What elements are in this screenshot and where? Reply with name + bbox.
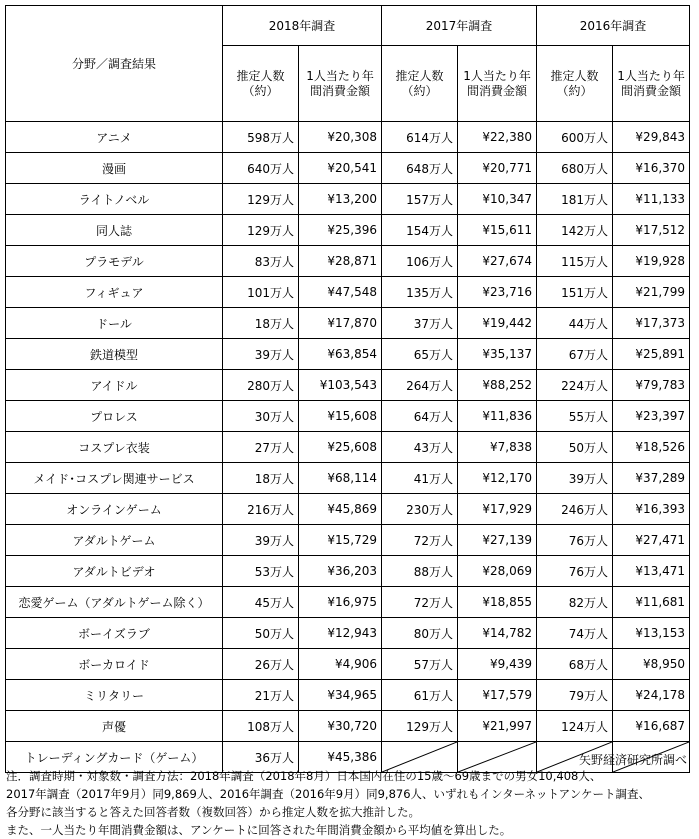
table-row bbox=[6, 184, 690, 215]
col-header-people: 推定人数（約） bbox=[382, 46, 458, 122]
people-2018: 53万人 bbox=[223, 556, 299, 587]
field-name: プラモデル bbox=[6, 246, 223, 277]
people-2018: 598万人 bbox=[223, 122, 299, 153]
people-2018: 108万人 bbox=[223, 711, 299, 742]
field-name: オンラインゲーム bbox=[6, 494, 223, 525]
field-name: アイドル bbox=[6, 370, 223, 401]
people-2016: 151万人 bbox=[537, 277, 613, 308]
people-2017: 72万人 bbox=[382, 587, 458, 618]
field-name: ドール bbox=[6, 308, 223, 339]
table-row bbox=[6, 649, 690, 680]
spend-2017: ¥10,347 bbox=[458, 184, 537, 215]
table-row bbox=[6, 463, 690, 494]
spend-2018: ¥15,729 bbox=[299, 525, 382, 556]
people-2017: 614万人 bbox=[382, 122, 458, 153]
spend-2018: ¥25,396 bbox=[299, 215, 382, 246]
table-row bbox=[6, 153, 690, 184]
note-line: 各分野に該当すると答えた回答者数（複数回答）から推定人数を拡大推計した。 bbox=[6, 805, 420, 819]
spend-2016: ¥13,153 bbox=[613, 618, 690, 649]
spend-2018: ¥12,943 bbox=[299, 618, 382, 649]
spend-2016: ¥21,799 bbox=[613, 277, 690, 308]
col-header-spend: 1人当たり年間消費金額 bbox=[613, 46, 690, 122]
field-name: アダルトゲーム bbox=[6, 525, 223, 556]
note-line: 注．調査時期・対象数・調査方法：2018年調査（2018年8月）日本国内在住の15歳～69歳までの男女10,408人、 bbox=[6, 769, 602, 783]
spend-2016: ¥18,526 bbox=[613, 432, 690, 463]
table-row bbox=[6, 122, 690, 153]
people-2016: 115万人 bbox=[537, 246, 613, 277]
table-row bbox=[6, 494, 690, 525]
year-header-2018: 2018年調査 bbox=[223, 6, 382, 46]
spend-2017: ¥14,782 bbox=[458, 618, 537, 649]
spend-2018: ¥45,869 bbox=[299, 494, 382, 525]
col-header-spend: 1人当たり年間消費金額 bbox=[458, 46, 537, 122]
people-2017: 230万人 bbox=[382, 494, 458, 525]
people-2016: 74万人 bbox=[537, 618, 613, 649]
people-2017: 65万人 bbox=[382, 339, 458, 370]
people-2016: 67万人 bbox=[537, 339, 613, 370]
spend-2017: ¥23,716 bbox=[458, 277, 537, 308]
spend-2017: ¥17,929 bbox=[458, 494, 537, 525]
people-2016: 68万人 bbox=[537, 649, 613, 680]
people-2018: 280万人 bbox=[223, 370, 299, 401]
people-2016: 76万人 bbox=[537, 525, 613, 556]
spend-2016: ¥8,950 bbox=[613, 649, 690, 680]
spend-2016: ¥27,471 bbox=[613, 525, 690, 556]
spend-2016: ¥11,133 bbox=[613, 184, 690, 215]
spend-2017: ¥9,439 bbox=[458, 649, 537, 680]
table-row bbox=[6, 370, 690, 401]
field-name: ボーカロイド bbox=[6, 649, 223, 680]
spend-2018: ¥17,870 bbox=[299, 308, 382, 339]
spend-2016: ¥17,373 bbox=[613, 308, 690, 339]
people-2018: 18万人 bbox=[223, 308, 299, 339]
note-line: 2017年調査（2017年9月）同9,869人、2016年調査（2016年9月）同9,876人、いずれもインターネットアンケート調査、 bbox=[6, 787, 650, 801]
field-name: ボーイズラブ bbox=[6, 618, 223, 649]
table-row bbox=[6, 587, 690, 618]
spend-2017: ¥20,771 bbox=[458, 153, 537, 184]
people-2017: 154万人 bbox=[382, 215, 458, 246]
people-2016: 124万人 bbox=[537, 711, 613, 742]
people-2017: 80万人 bbox=[382, 618, 458, 649]
spend-2018: ¥28,871 bbox=[299, 246, 382, 277]
field-name: コスプレ衣装 bbox=[6, 432, 223, 463]
people-2017: 64万人 bbox=[382, 401, 458, 432]
spend-2018: ¥36,203 bbox=[299, 556, 382, 587]
spend-2016: ¥16,370 bbox=[613, 153, 690, 184]
spend-2016: ¥19,928 bbox=[613, 246, 690, 277]
people-2017: 135万人 bbox=[382, 277, 458, 308]
people-2016: 680万人 bbox=[537, 153, 613, 184]
spend-2016: ¥17,512 bbox=[613, 215, 690, 246]
spend-2017: ¥11,836 bbox=[458, 401, 537, 432]
people-2016: 181万人 bbox=[537, 184, 613, 215]
people-2017: 157万人 bbox=[382, 184, 458, 215]
spend-2017: ¥35,137 bbox=[458, 339, 537, 370]
people-2016: 50万人 bbox=[537, 432, 613, 463]
spend-2016: ¥79,783 bbox=[613, 370, 690, 401]
people-2018: 27万人 bbox=[223, 432, 299, 463]
people-2017: 57万人 bbox=[382, 649, 458, 680]
people-2016: 224万人 bbox=[537, 370, 613, 401]
spend-2017: ¥15,611 bbox=[458, 215, 537, 246]
people-2018: 50万人 bbox=[223, 618, 299, 649]
field-name: アニメ bbox=[6, 122, 223, 153]
spend-2016: ¥25,891 bbox=[613, 339, 690, 370]
people-2017: 129万人 bbox=[382, 711, 458, 742]
people-2018: 18万人 bbox=[223, 463, 299, 494]
people-2016: 246万人 bbox=[537, 494, 613, 525]
people-2018: 640万人 bbox=[223, 153, 299, 184]
people-2017: 43万人 bbox=[382, 432, 458, 463]
source-credit: 矢野経済研究所調べ bbox=[578, 753, 687, 767]
spend-2016: ¥13,471 bbox=[613, 556, 690, 587]
notes bbox=[6, 767, 694, 839]
col-header-people: 推定人数（約） bbox=[537, 46, 613, 122]
spend-2018: ¥68,114 bbox=[299, 463, 382, 494]
spend-2017: ¥18,855 bbox=[458, 587, 537, 618]
people-2017: 264万人 bbox=[382, 370, 458, 401]
table-row bbox=[6, 618, 690, 649]
people-2018: 101万人 bbox=[223, 277, 299, 308]
field-name: 漫画 bbox=[6, 153, 223, 184]
header-row-years bbox=[6, 6, 690, 46]
people-2018: 39万人 bbox=[223, 339, 299, 370]
people-2017: 88万人 bbox=[382, 556, 458, 587]
field-name: プロレス bbox=[6, 401, 223, 432]
table-row bbox=[6, 525, 690, 556]
spend-2017: ¥28,069 bbox=[458, 556, 537, 587]
people-2016: 82万人 bbox=[537, 587, 613, 618]
people-2016: 44万人 bbox=[537, 308, 613, 339]
people-2018: 30万人 bbox=[223, 401, 299, 432]
spend-2016: ¥16,393 bbox=[613, 494, 690, 525]
note-line: また、一人当たり年間消費金額は、アンケートに回答された年間消費金額から平均値を算出した。 bbox=[6, 823, 512, 837]
table-row bbox=[6, 308, 690, 339]
field-name: 同人誌 bbox=[6, 215, 223, 246]
spend-2018: ¥25,608 bbox=[299, 432, 382, 463]
people-2017: 648万人 bbox=[382, 153, 458, 184]
spend-2018: ¥20,308 bbox=[299, 122, 382, 153]
field-name: 鉄道模型 bbox=[6, 339, 223, 370]
people-2017: 41万人 bbox=[382, 463, 458, 494]
survey-table bbox=[5, 5, 690, 773]
spend-2018: ¥16,975 bbox=[299, 587, 382, 618]
people-2018: 216万人 bbox=[223, 494, 299, 525]
field-name: フィギュア bbox=[6, 277, 223, 308]
people-2018: 129万人 bbox=[223, 184, 299, 215]
field-name: トレーディングカード（ゲーム） bbox=[6, 742, 223, 773]
people-2018: 21万人 bbox=[223, 680, 299, 711]
people-2016: 79万人 bbox=[537, 680, 613, 711]
spend-2017: ¥27,139 bbox=[458, 525, 537, 556]
col-header-spend: 1人当たり年間消費金額 bbox=[299, 46, 382, 122]
people-2018: 39万人 bbox=[223, 525, 299, 556]
spend-2017: ¥22,380 bbox=[458, 122, 537, 153]
spend-2018: ¥20,541 bbox=[299, 153, 382, 184]
people-2017: 72万人 bbox=[382, 525, 458, 556]
table-row bbox=[6, 556, 690, 587]
people-2018: 26万人 bbox=[223, 649, 299, 680]
people-2016: 142万人 bbox=[537, 215, 613, 246]
people-2016: 55万人 bbox=[537, 401, 613, 432]
field-name: 声優 bbox=[6, 711, 223, 742]
spend-2018: ¥63,854 bbox=[299, 339, 382, 370]
table-row bbox=[6, 680, 690, 711]
spend-2018: ¥45,386 bbox=[299, 742, 382, 773]
field-name: アダルトビデオ bbox=[6, 556, 223, 587]
spend-2017: ¥27,674 bbox=[458, 246, 537, 277]
spend-2018: ¥15,608 bbox=[299, 401, 382, 432]
people-2018: 129万人 bbox=[223, 215, 299, 246]
spend-2018: ¥13,200 bbox=[299, 184, 382, 215]
table-row bbox=[6, 277, 690, 308]
spend-2018: ¥30,720 bbox=[299, 711, 382, 742]
col-header-people: 推定人数（約） bbox=[223, 46, 299, 122]
people-2017: 37万人 bbox=[382, 308, 458, 339]
year-header-2016: 2016年調査 bbox=[537, 6, 690, 46]
people-2018: 45万人 bbox=[223, 587, 299, 618]
spend-2018: ¥34,965 bbox=[299, 680, 382, 711]
spend-2016: ¥16,687 bbox=[613, 711, 690, 742]
people-2016: 76万人 bbox=[537, 556, 613, 587]
spend-2017: ¥12,170 bbox=[458, 463, 537, 494]
table-row bbox=[6, 246, 690, 277]
spend-2016: ¥23,397 bbox=[613, 401, 690, 432]
spend-2016: ¥29,843 bbox=[613, 122, 690, 153]
spend-2016: ¥24,178 bbox=[613, 680, 690, 711]
people-2018: 83万人 bbox=[223, 246, 299, 277]
table-row bbox=[6, 339, 690, 370]
field-name: ライトノベル bbox=[6, 184, 223, 215]
spend-2017: ¥21,997 bbox=[458, 711, 537, 742]
field-name: メイド･コスプレ関連サービス bbox=[6, 463, 223, 494]
spend-2016: ¥37,289 bbox=[613, 463, 690, 494]
people-2017: 61万人 bbox=[382, 680, 458, 711]
field-name: ミリタリー bbox=[6, 680, 223, 711]
table-row bbox=[6, 432, 690, 463]
table-row bbox=[6, 215, 690, 246]
spend-2017: ¥19,442 bbox=[458, 308, 537, 339]
spend-2017: ¥88,252 bbox=[458, 370, 537, 401]
year-header-2017: 2017年調査 bbox=[382, 6, 537, 46]
people-2016: 600万人 bbox=[537, 122, 613, 153]
field-name: 恋愛ゲーム（アダルトゲーム除く） bbox=[6, 587, 223, 618]
people-2018: 36万人 bbox=[223, 742, 299, 773]
table-row bbox=[6, 401, 690, 432]
people-2017: 106万人 bbox=[382, 246, 458, 277]
spend-2018: ¥47,548 bbox=[299, 277, 382, 308]
spend-2016: ¥11,681 bbox=[613, 587, 690, 618]
field-header: 分野／調査結果 bbox=[6, 6, 223, 122]
spend-2017: ¥7,838 bbox=[458, 432, 537, 463]
spend-2017: ¥17,579 bbox=[458, 680, 537, 711]
spend-2018: ¥103,543 bbox=[299, 370, 382, 401]
people-2016: 39万人 bbox=[537, 463, 613, 494]
spend-2018: ¥4,906 bbox=[299, 649, 382, 680]
table-row bbox=[6, 711, 690, 742]
